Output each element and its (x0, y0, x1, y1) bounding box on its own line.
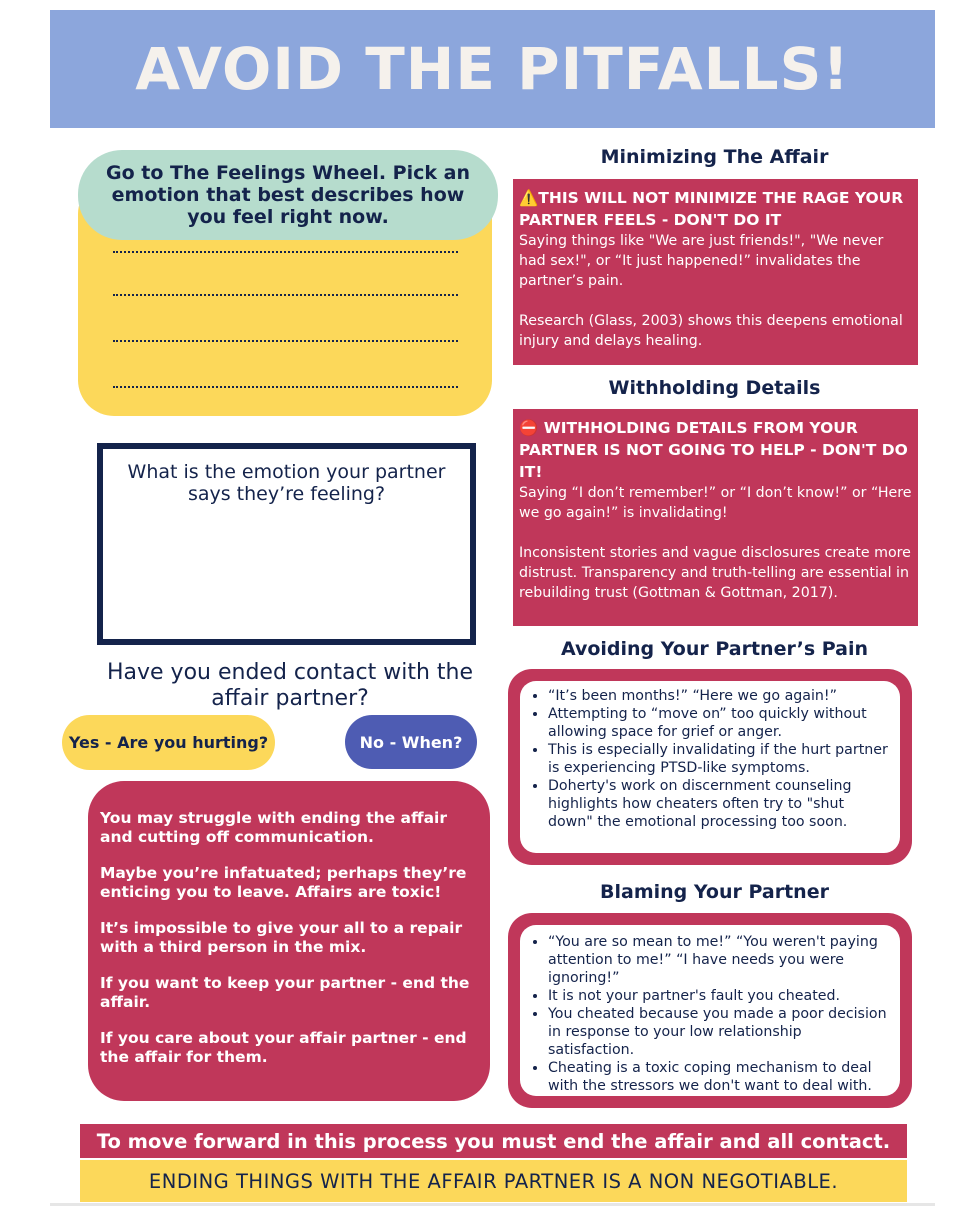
blaming-card (508, 913, 912, 1108)
list-item: • Attempting to “move on” too quickly without allowing space for grief or anger. (548, 705, 890, 741)
blaming-list (530, 933, 890, 1095)
footer-banner-red (80, 1124, 907, 1158)
withholding-heading: Withholding Details (608, 377, 821, 399)
footer-line-2: ENDING THINGS WITH THE AFFAIR PARTNER IS A NON NEGOTIABLE. (148, 1169, 839, 1193)
struggle-paragraph: It’s impossible to give your all to a repair with a third person in the mix. (100, 919, 463, 956)
withholding-card (513, 409, 918, 626)
yes-button[interactable]: Yes - Are you hurting? (62, 715, 275, 770)
list-item: • Doherty's work on discernment counseling highlights how cheaters often try to "shut down" the emotional processing too soon. (548, 777, 890, 831)
withholding-research: Inconsistent stories and vague disclosures create more distrust. Transparency and truth-telling are essential in rebuilding trust (Gottman & Gottman, 2017). (519, 545, 911, 601)
blaming-heading: Blaming Your Partner (600, 881, 829, 903)
struggle-paragraph: Maybe you’re infatuated; perhaps they’re enticing you to leave. Affairs are toxic! (100, 864, 467, 901)
feelings-prompt-text: Go to The Feelings Wheel. Pick an emotion that best describes how you feel right now. (106, 162, 470, 228)
list-item: • You cheated because you made a poor decision in response to your low relationship satisfaction. (548, 1005, 890, 1059)
feelings-wheel-prompt (78, 150, 498, 240)
list-item: • “It’s been months!” “Here we go again!” (548, 687, 890, 705)
struggle-paragraph: If you care about your affair partner - end the affair for them. (100, 1029, 467, 1066)
struggle-card (88, 781, 490, 1101)
page-header (50, 10, 935, 128)
withholding-warning: ⛔ WITHHOLDING DETAILS FROM YOUR PARTNER IS NOT GOING TO HELP - DON'T DO IT! (519, 419, 908, 481)
partner-emotion-prompt: What is the emotion your partner says they’re feeling? (127, 461, 446, 505)
answer-line[interactable] (113, 294, 458, 296)
minimizing-research: Research (Glass, 2003) shows this deepens emotional injury and delays healing. (519, 313, 903, 349)
list-item: • Cheating is a toxic coping mechanism to deal with the stressors we don't want to deal with. (548, 1059, 890, 1095)
page-title: AVOID THE PITFALLS! (135, 35, 850, 103)
answer-line[interactable] (113, 386, 458, 388)
footer-banner-yellow (80, 1160, 907, 1202)
withholding-body: Saying “I don’t remember!” or “I don’t know!” or “Here we go again!” is invalidating! (519, 485, 912, 521)
minimizing-body: Saying things like "We are just friends!", "We never had sex!", or “It just happened!” invalidates the partner’s pain. (519, 233, 884, 289)
minimizing-card (513, 179, 918, 365)
answer-line[interactable] (113, 340, 458, 342)
minimizing-heading: Minimizing The Affair (600, 146, 829, 168)
minimizing-warning: ⚠️THIS WILL NOT MINIMIZE THE RAGE YOUR PARTNER FEELS - DON'T DO IT (519, 189, 904, 229)
list-item: • This is especially invalidating if the hurt partner is experiencing PTSD-like symptoms. (548, 741, 890, 777)
answer-line[interactable] (113, 251, 458, 253)
struggle-paragraph: You may struggle with ending the affair and cutting off communication. (100, 809, 447, 846)
footer-line-1: To move forward in this process you must end the affair and all contact. (96, 1129, 891, 1153)
list-item: • “You are so mean to me!” “You weren't paying attention to me!” “I have needs you were ignoring!” (548, 933, 890, 987)
list-item: • It is not your partner's fault you cheated. (548, 987, 890, 1005)
struggle-paragraph: If you want to keep your partner - end the affair. (100, 974, 470, 1011)
no-button[interactable]: No - When? (345, 715, 477, 769)
avoiding-heading: Avoiding Your Partner’s Pain (560, 638, 869, 660)
contact-question: Have you ended contact with the affair partner? (106, 660, 474, 711)
avoiding-list (530, 687, 890, 831)
partner-emotion-box[interactable] (97, 443, 476, 645)
avoiding-card (508, 669, 912, 865)
